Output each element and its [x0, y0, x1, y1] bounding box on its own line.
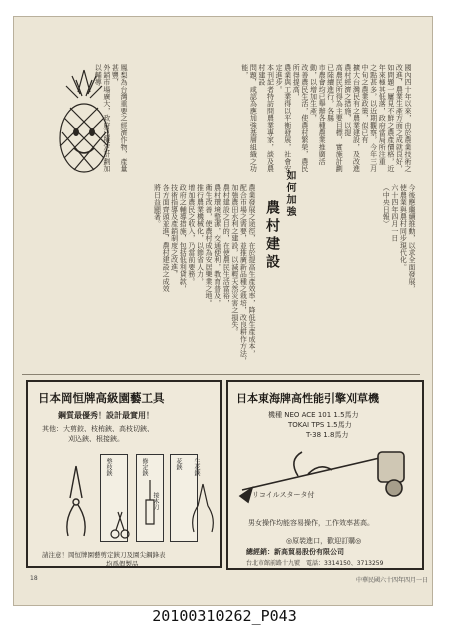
article-source: （中央日報） [382, 184, 391, 228]
article-text: 國內四十年以來，由於農業技術之改進，農業生產方面之成就良好， [395, 64, 412, 172]
image-caption: 20100310262_P043 [152, 607, 297, 625]
article-text: 外銷市場廣大，政府已擬定計劃加以輔導， [94, 64, 111, 172]
article-columns-top [128, 64, 412, 172]
tool-label: 生花鋏 [193, 458, 200, 476]
article-text: 配合市場之需要，並推廣新品種之栽培，改良耕作方法， [239, 184, 248, 364]
scissors-icon [108, 510, 132, 540]
article-text: 政府之輔導措施，包括低利貸款， [179, 184, 188, 292]
article-columns-lower-right [304, 184, 416, 368]
ad-items: 其他：大剪鉸、枝栯鋏、高枝切鋏、 [42, 425, 154, 433]
article-text: 市農會均已舉辦各種農業推廣活動，以增加生產， [309, 64, 327, 165]
tool-label: 花鋏 [175, 458, 182, 470]
dealer-tag: ◎原裝進口，歡迎訂購◎ [286, 537, 362, 545]
ad-footer: 請注意！岡恒牌園藝剪定鋏刀及園尖鋼鋒表 [42, 551, 166, 559]
article-text: 農業發展之途徑，在於提高生產效率，降低生產成本， [248, 184, 256, 357]
article-text: 推行農業機械化，以節省人力， [196, 184, 205, 285]
pruning-shears-icon [58, 460, 94, 540]
ad-footer: 均爲假製品 [106, 560, 139, 568]
pineapple-illustration [48, 66, 120, 180]
grass-cutter-ad [226, 380, 424, 570]
model-line: TOKAI TPS 1.5馬力 [288, 421, 352, 429]
ad-title: 日本東海牌高性能引擎刈草機 [236, 392, 379, 405]
garden-tools-ad [26, 380, 222, 568]
article-text: 高農民所得為主要目標，實施計劃已陸續進行，各縣 [326, 64, 344, 172]
page-number: 18 [30, 575, 38, 582]
article-text: 使農業與農村同步現代化。 [399, 184, 408, 271]
article-text: 農業與工業得以平衡發展，社會安定進步。 [275, 64, 292, 172]
model-line: T-38 1.8馬力 [306, 431, 349, 439]
article-heading: 農村建設 [264, 200, 280, 272]
article-text: 改善農民生活，使農村繁榮，農民所得提高， [292, 64, 309, 172]
article-text: 本刊記者特訪問農業專家，談及農村建設 [257, 64, 275, 172]
article-text: 鳳梨為台灣重要之經濟作物，產量甚豐， [111, 64, 128, 172]
model-line: 機種 NEO ACE 101 1.5馬力 [268, 411, 359, 419]
ad-items: 刈込鋏、根接鋏。 [68, 435, 124, 443]
starter-label: リコイルスタータ付 [252, 491, 315, 499]
article-text: 增加農民之收入，乃當前要務。 [187, 184, 196, 285]
tool-label: 接木刀 [152, 492, 159, 510]
company-name: 總經銷：新高貿易股份有限公司 [246, 548, 344, 556]
tool-label: 整枝鋏 [105, 458, 112, 476]
article-subheading: 如何加強 [284, 170, 295, 218]
article-text: 技術指導及產銷制度之改進， [170, 184, 179, 278]
grafting-knife-icon [140, 478, 160, 526]
issue-date: 中華民國六十四年四月一日 [356, 577, 429, 584]
article-text: 擴大台灣民有之農業建設，及改進農村經濟之措施，以提 [343, 64, 361, 172]
article-text: 衛生改善，使農村成為安居樂業之地。 [205, 184, 214, 307]
article-text: 問題，咸認為應加強基層組織之功能， [240, 64, 258, 172]
article-text: 農村建設之目的，在使農民生活富裕， [222, 184, 231, 307]
company-address: 台北市館前路十九號 電話：3314150、3713259 [246, 560, 384, 567]
section-divider [22, 374, 420, 375]
article-date: 六十四年四月一日 [390, 184, 399, 242]
article-text: 將日益顯著。 [153, 184, 162, 228]
ad-slogan: 鋼質最優秀！設計最實用！ [58, 411, 154, 420]
flower-shears-icon [188, 482, 218, 536]
article-text: 各方面齊頭並進，農村建設之成效 [162, 184, 171, 292]
article-text: 今後應繼續推動，以求全面發展， [408, 184, 416, 292]
article-text: 加強農田水利之建設，以減輕天然災害之損失。 [230, 184, 239, 336]
article-text: 農村環境整潔，交通便利，教育普及， [213, 184, 222, 307]
article-text: 之點甚多，以近期觀察，今年三月中旬之農業政策，似已有 [361, 64, 378, 172]
article-columns-lower [40, 184, 256, 368]
tool-label: 修定鋏 [141, 458, 148, 476]
ad-feature: 男女操作均能容易操作，工作效率甚高。 [248, 519, 374, 527]
article-text: 如問題一屢見不鮮之農產價格，近年來極其低落，政府當局所注重 [378, 64, 395, 172]
ad-title: 日本岡恒牌高級園藝工具 [38, 391, 165, 405]
